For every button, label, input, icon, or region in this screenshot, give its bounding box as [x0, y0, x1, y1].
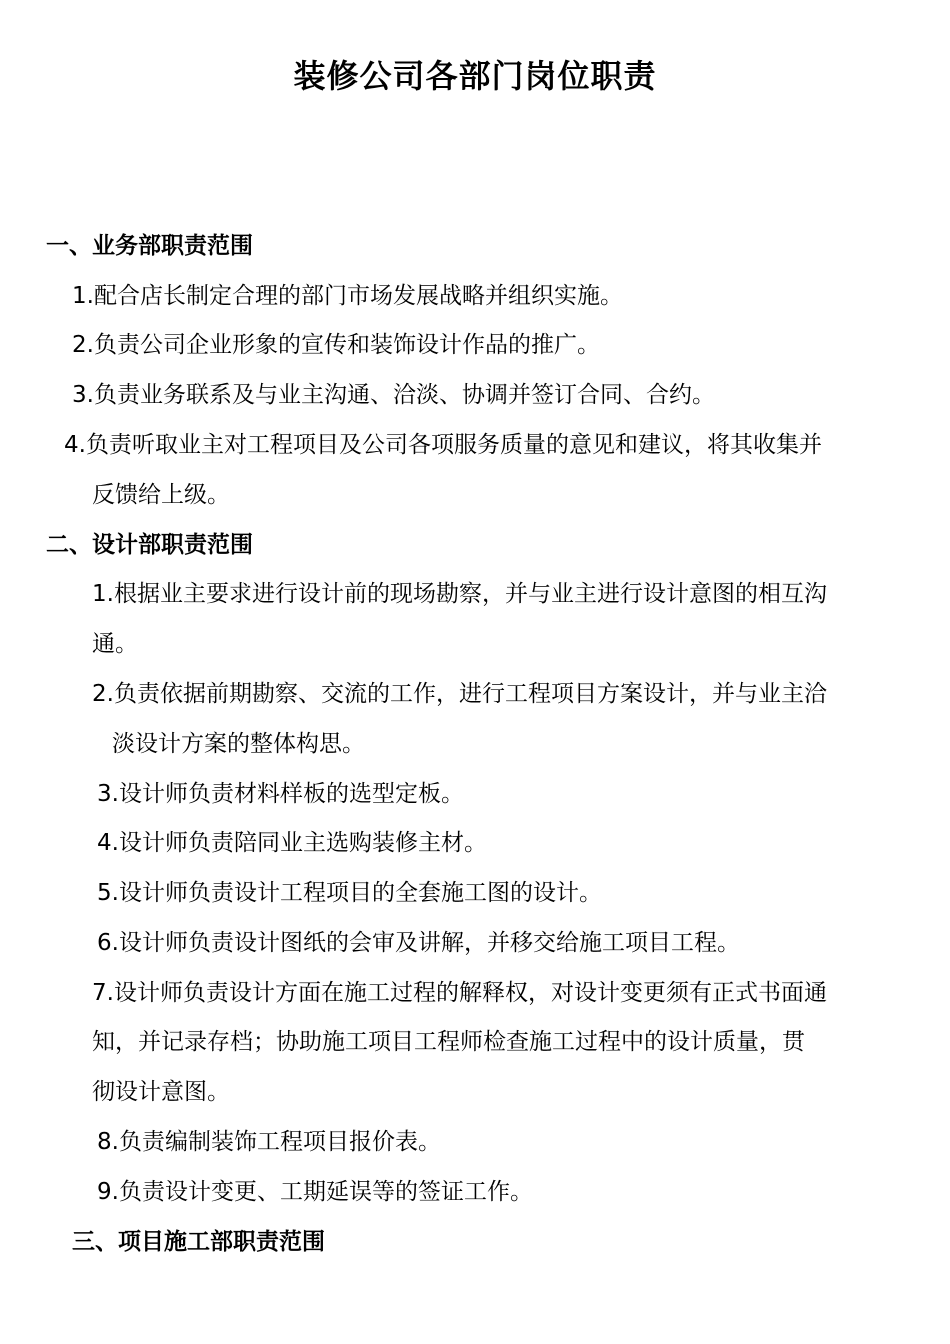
list-item: 3.负责业务联系及与业主沟通、洽淡、协调并签订合同、合约。	[72, 382, 715, 408]
section-heading-sales: 一、业务部职责范围	[46, 233, 253, 259]
section-heading-design: 二、设计部职责范围	[46, 532, 253, 558]
list-item: 1.根据业主要求进行设计前的现场勘察，并与业主进行设计意图的相互沟	[92, 581, 827, 607]
list-item-continuation: 彻设计意图。	[92, 1079, 230, 1105]
list-item: 2.负责公司企业形象的宣传和装饰设计作品的推广。	[72, 332, 600, 358]
section-heading-construction: 三、项目施工部职责范围	[72, 1229, 325, 1255]
list-item-continuation: 反馈给上级。	[92, 482, 230, 508]
list-item: 3.设计师负责材料样板的选型定板。	[97, 781, 464, 807]
list-item: 4.负责听取业主对工程项目及公司各项服务质量的意见和建议，将其收集并	[64, 432, 822, 458]
list-item-continuation: 知，并记录存档；协助施工项目工程师检查施工过程中的设计质量，贯	[92, 1029, 805, 1055]
list-item: 9.负责设计变更、工期延误等的签证工作。	[97, 1179, 533, 1205]
list-item: 5.设计师负责设计工程项目的全套施工图的设计。	[97, 880, 602, 906]
list-item: 2.负责依据前期勘察、交流的工作，进行工程项目方案设计，并与业主洽	[92, 681, 827, 707]
list-item-continuation: 淡设计方案的整体构思。	[112, 731, 365, 757]
list-item: 8.负责编制装饰工程项目报价表。	[97, 1129, 441, 1155]
list-item: 7.设计师负责设计方面在施工过程的解释权，对设计变更须有正式书面通	[92, 980, 827, 1006]
document-title: 装修公司各部门岗位职责	[293, 57, 657, 95]
list-item: 4.设计师负责陪同业主选购装修主材。	[97, 830, 487, 856]
list-item: 1.配合店长制定合理的部门市场发展战略并组织实施。	[72, 283, 623, 309]
list-item-continuation: 通。	[92, 631, 138, 657]
list-item: 6.设计师负责设计图纸的会审及讲解，并移交给施工项目工程。	[97, 930, 740, 956]
